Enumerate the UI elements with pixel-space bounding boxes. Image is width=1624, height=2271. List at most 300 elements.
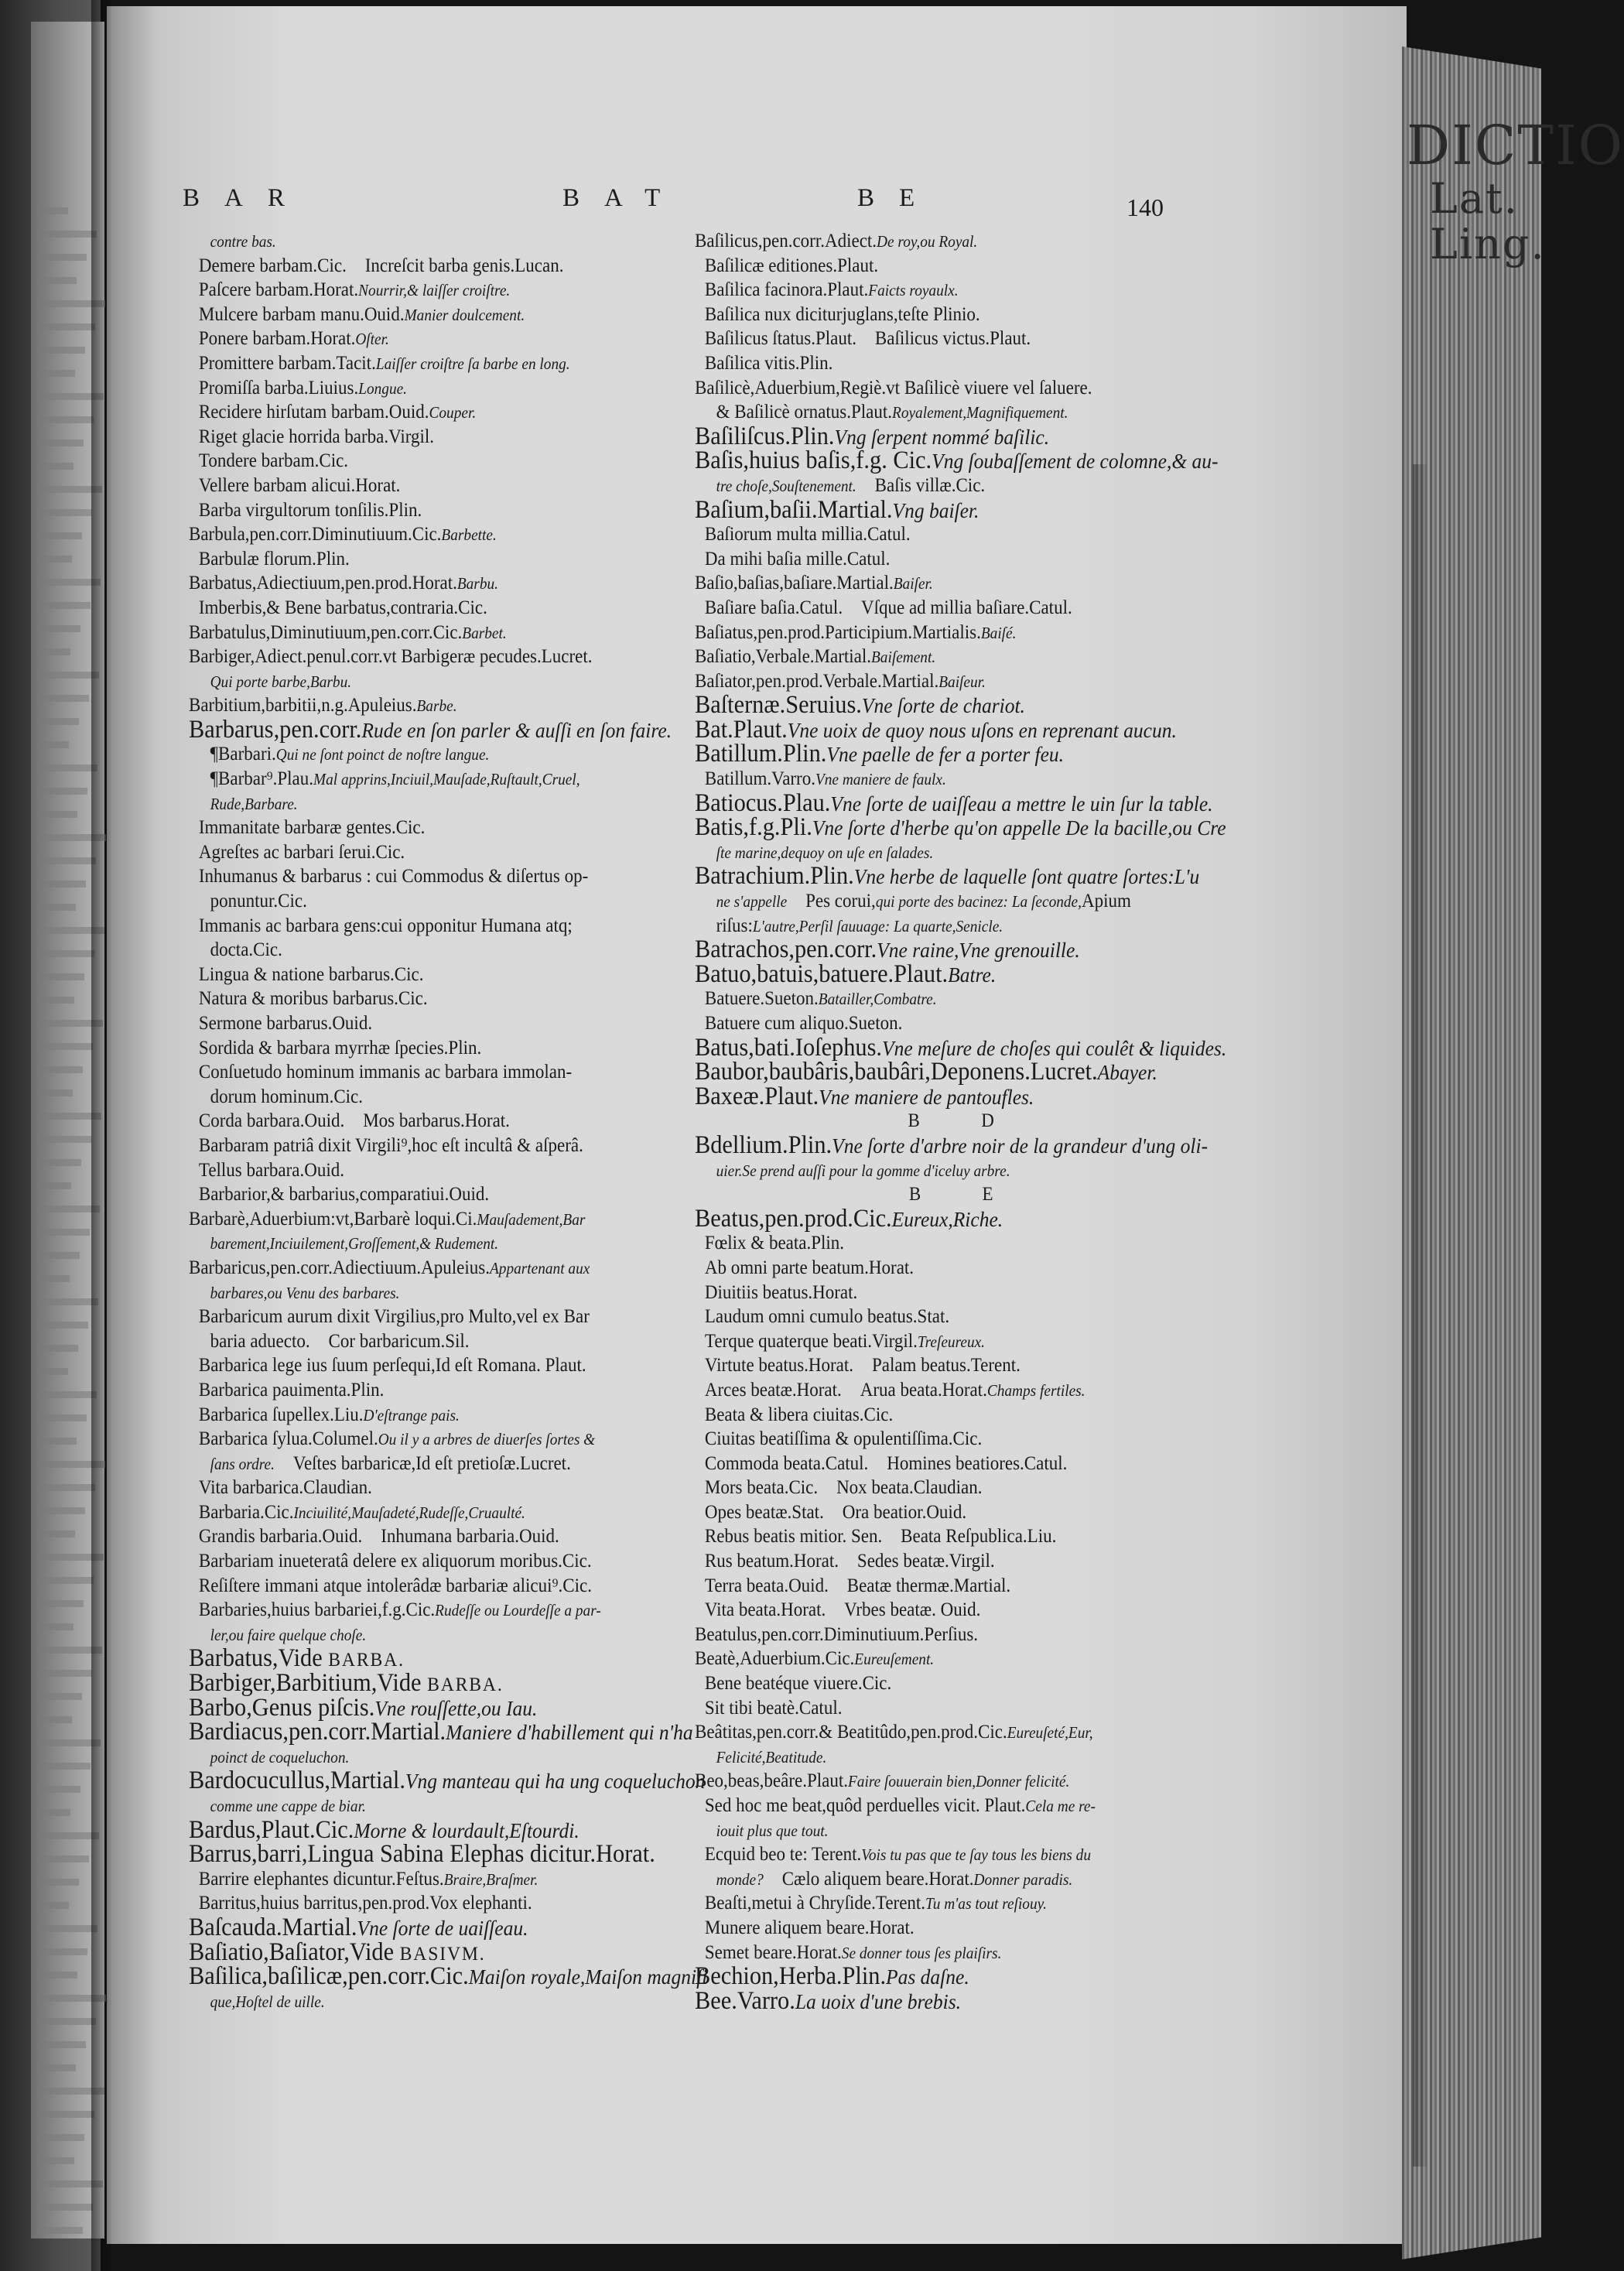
entry-text: Barbatulus,Diminutiuum,pen.corr.Cic. [189,621,463,643]
entry-text: Barrire elephantes dicuntur.Feſtus. [198,1868,444,1890]
french-gloss: Vng ſerpent nommé baſilic. [834,424,1050,449]
entry-line [695,1574,1236,1599]
entry-text: Beatæ thermæ.Martial. [846,1575,1011,1596]
left-page-ghost-line [37,2018,96,2025]
left-page-ghost-line [37,254,87,261]
french-gloss: Appartenant aux [489,1258,590,1277]
entry-line [189,351,644,376]
entry-line [695,1427,1236,1452]
entry-text: Barbaricus,pen.corr.Adiectiuum.Apuleius. [189,1257,490,1278]
entry-line [189,1476,644,1500]
entry-line [695,547,1236,572]
entry-text: Palam beatus.Terent. [871,1355,1021,1377]
french-gloss: Baiſé. [980,623,1017,642]
entry-line [189,963,644,987]
left-page-ghost-line [37,1159,81,1166]
entry-line [189,742,644,767]
entry-line [189,840,644,865]
left-page-ghost-line [37,1298,98,1305]
french-gloss: Abayer. [1097,1060,1157,1085]
french-gloss: La uoix d'une brebis. [795,1989,961,2013]
left-page-ghost-line [37,1043,93,1050]
entry-text: Tondere barbam.Cic. [198,450,349,472]
fore-edge-label-line-2: Lat. Ling. [1430,174,1546,269]
entry-text: Natura & moribus barbarus.Cic. [198,988,428,1010]
entry-text: Rebus beatis mitior. Sen. [704,1526,883,1548]
left-page-ghost-line [37,881,86,888]
entry-text: Baſiator,pen.prod.Verbale.Martial. [695,670,939,692]
entry-line [695,1158,1236,1183]
left-page-ghost-line [37,648,70,655]
entry-text: Barbitium,barbitii,n.g.Apuleius. [189,695,417,717]
entry-text: Arua beata.Horat. [860,1379,987,1401]
entry-text: Increſcit barba genis.Lucan. [364,255,564,276]
entry-text: Sordida & barbara myrrhæ ſpecies.Plin. [198,1037,482,1059]
french-gloss: Vng ſoubaſſement de colomne,& au- [932,449,1219,474]
entry-line [189,621,644,645]
entry-text: Batillum.Varro. [704,768,815,790]
french-gloss: Vne maniere de faulx. [815,770,946,789]
page-number: 140 [1127,193,1164,221]
entry-text: Diuitiis beatus.Horat. [704,1281,858,1303]
dictionary-column-right [695,229,1283,2013]
entry-text: Ciuitas beatiſſima & opulentiſſima.Cic. [704,1428,983,1450]
entry-text: Virtute beatus.Horat. [704,1355,854,1377]
french-gloss: Batailler,Combatre. [818,990,937,1009]
entry-text: Barbaries,huius barbariei,f.g.Cic. [198,1599,436,1621]
entry-text: dorum hominum.Cic. [210,1086,364,1107]
entry-text: Barbarica ſylua.Columel. [198,1428,378,1450]
entry-line [695,1231,1236,1256]
french-gloss: Oſter. [355,330,389,349]
entry-line [695,1109,1236,1134]
entry-line [695,1867,1236,1892]
entry-text: Baſis,huius baſis,f.g. Cic. [695,446,932,475]
french-gloss: Vois tu pas que te ſay tous les biens du [861,1845,1091,1865]
entry-text: Baſilicè,Aduerbium,Regiè.vt Baſilicè viuere vel ſaluere. [695,377,1092,398]
left-page-ghost-line [37,1531,75,1537]
entry-text: Vita beata.Horat. [704,1599,826,1621]
french-gloss: Eureuſement. [854,1650,935,1669]
entry-line [695,571,1236,596]
entry-text: Baſilica nux diciturjuglans,teſte Plinio. [704,303,980,325]
left-page-ghost-line [37,695,89,702]
entry-line [189,1962,708,1991]
french-gloss: Faire ſouuerain bien,Donner felicité. [847,1772,1070,1791]
entry-line [189,376,644,401]
entry-text: Arces beatæ.Horat. [704,1379,842,1401]
entry-text: Imberbis,& Bene barbatus,contraria.Cic. [198,597,487,618]
french-gloss: Champs fertiles. [986,1380,1086,1400]
entry-text: Homines beatiores.Catul. [887,1452,1068,1474]
entry-line [695,1986,1236,2015]
left-page-ghost-line [37,231,97,238]
left-page-ghost-line [37,2227,83,2234]
french-gloss: Vne rouſſette,ou Iau. [374,1695,538,1720]
entry-text: Batillum.Plin. [695,740,827,768]
left-page-ghost-line [37,1879,79,1886]
entry-line [189,1644,644,1673]
french-gloss: Vne ſorte de chariot. [861,693,1025,718]
entry-text: Sed hoc me beat,quôd perduelles vicit. Plaut. [704,1795,1026,1816]
french-gloss: Royalement,Magnifiquement. [892,403,1068,422]
entry-text: Beâtitas,pen.corr.& Beatitûdo,pen.prod.Cic. [695,1722,1007,1743]
entry-text: Batuere cum aliquo.Sueton. [704,1013,903,1034]
entry-text: Baſilicus ſtatus.Plaut. [704,328,857,350]
entry-text: Apium [1081,891,1131,912]
entry-text: Promiſſa barba.Liuius. [198,377,359,398]
entry-line [695,1524,1236,1549]
french-gloss: contre bas. [210,232,276,251]
left-page-ghost-line [37,1089,73,1096]
entry-line [695,1033,1236,1062]
french-gloss: Baiſement. [871,648,936,667]
entry-line [189,1134,644,1158]
entry-text: baria aduecto. [210,1330,310,1352]
entry-text: Barbiger,Adiect.penul.corr.vt Barbigeræ pecudes.Lucret. [189,646,593,668]
left-page-ghost-line [37,1182,71,1189]
entry-line [695,1281,1236,1305]
entry-text: Batus,bati.Ioſephus. [695,1033,883,1062]
entry-line [189,693,644,718]
entry-text: Bat.Plaut. [695,715,788,744]
entry-line [695,1842,1236,1867]
entry-text: Baſilicus,pen.corr.Adiect. [695,231,877,251]
entry-text: Baſis villæ.Cic. [874,474,986,496]
entry-line [695,1647,1236,1671]
entry-text: Baſcauda.Martial. [189,1913,357,1941]
entry-line [695,1305,1236,1329]
french-gloss: D'eſtrange pais. [363,1405,460,1425]
left-page-ghost-line [37,1809,70,1816]
entry-line [189,864,644,889]
french-gloss: Vng baiſer. [892,498,980,522]
entry-line [695,959,1236,988]
entry-text: Barba virgultorum tonſilis.Plin. [198,499,422,521]
french-gloss: Vne ſorte d'arbre noir de la grandeur d'ung oli- [832,1133,1209,1158]
entry-line [189,1767,706,1795]
entry-text: Barbiger,Barbitium,Vide [189,1669,422,1698]
french-gloss: ſans ordre. [210,1454,275,1473]
entry-text: Bechion,Herba.Plin. [695,1962,887,1991]
french-gloss: Nourrir,& laiſſer croiſtre. [358,281,511,300]
french-gloss: Vne herbe de laquelle ſont quatre ſortes:L'u [853,864,1200,889]
left-page-ghost-line [37,1600,84,1607]
entry-line [189,449,644,474]
entry-line [189,1938,644,1966]
entry-line [189,1109,644,1134]
entry-text: Lingua & natione barbarus.Cic. [198,963,424,985]
entry-line [189,1815,644,1844]
entry-line [695,1403,1236,1428]
entry-line [695,1182,1236,1207]
french-gloss: Tu m'as tout reſiouy. [925,1894,1047,1914]
entry-line [189,1794,644,1818]
entry-line [695,1623,1236,1647]
entry-line [189,1840,655,1869]
entry-text: Veſtes barbaricæ,Id eſt pretioſæ.Lucret. [292,1452,571,1474]
cross-reference: BASIVM. [399,1941,486,1965]
entry-line [189,1623,644,1647]
left-page-ghost-line [37,2041,86,2048]
entry-line [189,522,644,547]
french-gloss: Vne ſorte de uaiſſeau. [357,1915,528,1940]
entry-line [189,1671,644,1696]
entry-line [695,742,1236,767]
entry-text: Promittere barbam.Tacit. [198,352,376,374]
left-page-ghost-line [37,741,69,748]
left-page-ghost-line [37,370,75,377]
french-gloss: qui porte des bacinez: La ſeconde, [875,892,1082,911]
entry-line [189,1329,644,1354]
left-page-ghost-line [37,1948,87,1955]
entry-line [695,1891,1236,1916]
entry-line [189,645,644,669]
entry-text: Rus beatum.Horat. [704,1551,839,1572]
fore-edge-label-line-1: DICTIO [1407,114,1624,177]
left-page-ghost-line [37,857,96,864]
entry-line [189,303,644,327]
entry-text: Baſiare baſia.Catul. [704,597,843,618]
entry-line [695,1671,1236,1696]
entry-text: Bardus,Plaut.Cic. [189,1815,354,1844]
entry-text: Barbariam inueteratâ delere ex aliquorum moribus.Cic. [198,1551,592,1572]
french-gloss: Barbe. [416,696,457,716]
french-gloss: L'autre,Perſil ſauuage: La quarte,Senicle. [752,916,1003,935]
french-gloss: barement,Inciuilement,Groſſement,& Rudement. [210,1234,499,1253]
entry-line [695,1353,1236,1378]
entry-text: Demere barbam.Cic. [198,255,347,276]
french-gloss: Baiſer. [893,574,933,593]
entry-line [695,1500,1236,1525]
french-gloss: Qui porte barbe,Barbu. [210,672,352,691]
entry-line [189,1378,644,1403]
entry-text: Baſiatio,Verbale.Martial. [695,646,872,668]
entry-text: Munere aliquem beare.Horat. [704,1917,915,1938]
french-gloss: Vne paelle de fer a porter feu. [826,742,1065,767]
entry-text: Reſiſtere immani atque intolerâdæ barbariæ alicui⁹.Cic. [198,1575,592,1596]
entry-line [189,1574,644,1599]
entry-line [189,1989,644,2014]
entry-text: Recidere hirſutam barbam.Ouid. [198,402,429,423]
french-gloss: iouit plus que tout. [716,1821,829,1840]
entry-line [695,278,1236,303]
left-page-ghost-line [37,904,76,911]
entry-line [189,1231,644,1256]
entry-text: Mulcere barbam manu.Ouid. [198,303,405,325]
left-page-ghost-line [37,1391,97,1398]
entry-text: Batrachos,pen.corr. [695,935,877,964]
entry-text: Baubor,baubâris,baubâri,Deponens.Lucret. [695,1058,1098,1086]
entry-line [189,498,644,523]
entry-line [189,914,644,939]
entry-line [695,1598,1236,1623]
entry-line [189,1718,693,1746]
entry-line [695,645,1236,669]
entry-text: Bdellium.Plin. [695,1130,833,1159]
entry-line [695,935,1236,964]
entry-line [695,1720,1236,1745]
french-gloss: Barbet. [462,623,507,642]
entry-line [189,596,644,621]
left-page-ghost-line [37,1368,68,1375]
running-head-right: BE [857,184,940,212]
entry-line [189,1891,644,1916]
left-page-ghost-line [37,1206,100,1212]
fore-edge-label [1407,114,1624,269]
entry-line [189,547,644,572]
entry-text: Vſque ad millia baſiare.Catul. [860,597,1072,618]
entry-line [189,1427,644,1452]
french-gloss: tre choſe,Souſtenement. [716,476,856,495]
running-head-left: BAR [183,184,309,212]
entry-text: ponuntur.Cic. [210,891,307,912]
entry-line [189,987,644,1011]
entry-text: Terque quaterque beati.Virgil. [704,1330,918,1352]
book-gutter-shadow [91,0,111,2271]
entry-text: Inhumanus & barbarus : cui Commodus & diſertus op- [198,866,589,888]
left-page-ghost-line [37,1252,80,1259]
entry-line [695,1329,1236,1354]
entry-text: Baxeæ.Plaut. [695,1082,819,1110]
entry-line [695,1745,1236,1770]
french-gloss: Vne ſorte d'herbe qu'on appelle De la bacille,ou Cre [812,816,1226,840]
left-page-ghost-line [37,1414,87,1421]
entry-line [189,669,644,694]
entry-line [695,351,1236,376]
entry-line [189,1256,644,1281]
entry-text: Barbaram patriâ dixit Virgili⁹,hoc eſt incultâ & aſperâ. [198,1134,583,1156]
entry-line [695,1476,1236,1500]
entry-text: Baſio,baſias,baſiare.Martial. [695,573,894,594]
french-gloss: ler,ou faire quelque choſe. [210,1625,367,1644]
left-page-ghost-line [37,1275,70,1282]
entry-text: Barbarè,Aduerbium:vt,Barbarè loqui.Ci. [189,1208,477,1230]
entry-text: Baſiliſcus.Plin. [695,422,835,450]
entry-text: Barbarus,pen.corr. [189,715,362,744]
entry-line [189,889,644,914]
entry-text: Barbarica lege ius ſuum perſequi,Id eſt Romana. Plaut. [198,1355,586,1377]
entry-line [695,400,1236,425]
entry-text: Terra beata.Ouid. [704,1575,829,1596]
entry-line [189,1158,644,1183]
entry-text: & Baſilicè ornatus.Plaut. [716,402,893,423]
french-gloss: Cela me re- [1025,1797,1096,1815]
entry-line [695,693,1236,718]
entry-line [189,425,644,450]
entry-text: Laudum omni cumulo beatus.Stat. [704,1306,950,1328]
entry-line [189,1036,644,1061]
running-head-middle: BAT [562,184,685,212]
entry-text: Agreſtes ac barbari ſerui.Cic. [198,841,405,863]
entry-text: Commoda beata.Catul. [704,1452,869,1474]
entry-line [189,1353,644,1378]
french-gloss: que,Hoſtel de uille. [210,1992,325,2011]
entry-text: Bardocucullus,Martial. [189,1767,405,1795]
entry-line [189,1452,644,1476]
entry-line [695,1794,1236,1818]
entry-line [695,1060,1236,1085]
entry-text: Beo,beas,beâre.Plaut. [695,1770,848,1792]
dictionary-column-left [189,229,708,2013]
entry-text: Baſilica,baſilicæ,pen.corr.Cic. [189,1962,469,1991]
entry-line [695,422,1236,450]
entry-text: Sit tibi beatè.Catul. [704,1697,843,1719]
entry-text: B D [908,1110,1023,1132]
left-page-ghost-line [37,1902,69,1909]
french-gloss: ſte marine,dequoy on uſe en ſalades. [716,843,934,862]
entry-line [189,1867,644,1892]
entry-line [695,669,1236,694]
entry-text: Baſilicus victus.Plaut. [874,328,1031,350]
left-page-ghost-line [37,2064,76,2071]
entry-line [695,1916,1236,1941]
left-page-ghost-line [37,602,91,609]
entry-text: Fœlix & beata.Plin. [704,1233,845,1254]
entry-text: Ab omni parte beatum.Horat. [704,1257,915,1278]
french-gloss: ne s'appelle [716,892,788,911]
entry-text: Semet beare.Horat. [704,1941,842,1963]
entry-text: Inhumana barbaria.Ouid. [381,1526,559,1548]
entry-text: Ecquid beo te: Terent. [704,1844,862,1866]
left-page-ghost-line [37,1577,94,1584]
entry-line [695,840,1236,865]
french-gloss: Eureux,Riche. [891,1206,1003,1231]
entry-text: Baſilica facinora.Plaut. [704,279,869,301]
entry-text: Barbatus,Adiectiuum,pen.prod.Horat. [189,573,457,594]
entry-text: Beata Reſpublica.Liu. [901,1526,1057,1548]
french-gloss: Vne meſure de choſes qui coulêt & liquides. [882,1035,1227,1060]
entry-text: Immanitate barbaræ gentes.Cic. [198,817,426,839]
entry-line [695,889,1236,914]
french-gloss: De roy,ou Royal. [877,232,978,251]
entry-text: Ponere barbam.Horat. [198,328,356,350]
left-page-ghost-line [37,811,77,818]
entry-text: Mos barbarus.Horat. [363,1110,510,1132]
fore-edge-shadow [1413,464,1428,2167]
left-page-ghost-line [37,1136,91,1143]
entry-text: Baſiorum multa millia.Catul. [704,524,911,546]
entry-line [695,1130,1236,1159]
entry-line [189,1182,644,1207]
entry-text: Batiocus.Plau. [695,788,831,817]
left-page-ghost-line [37,1832,99,1839]
french-gloss: Inciuilité,Mauſadeté,Rudeſſe,Cruaulté. [293,1503,525,1522]
entry-text: Batrachium.Plin. [695,862,854,891]
left-page-ghost-line [37,1345,78,1352]
entry-text: Batuo,batuis,batuere.Plaut. [695,959,949,988]
french-gloss: Felicité,Beatitude. [716,1747,827,1767]
entry-text: Baſilicæ editiones.Plaut. [704,255,879,276]
cross-reference: BARBA. [328,1648,405,1671]
entry-text: Barbo,Genus piſcis. [189,1693,375,1722]
entry-text: Da mihi baſia mille.Catul. [704,548,891,569]
entry-line [695,1082,1236,1110]
entry-line [695,1256,1236,1281]
entry-text: B E [908,1184,1022,1206]
entry-line [189,571,644,596]
entry-line [189,1524,644,1549]
entry-text: Barbarica pauimenta.Plin. [198,1379,385,1401]
entry-line [695,474,1236,498]
entry-line [189,1305,644,1329]
entry-line [189,767,644,792]
entry-line [189,715,672,744]
entry-text: Batuere.Sueton. [704,988,819,1010]
left-page-ghost-line [37,1438,77,1445]
entry-text: Barbaria.Cic. [198,1501,294,1523]
entry-line [695,522,1236,547]
